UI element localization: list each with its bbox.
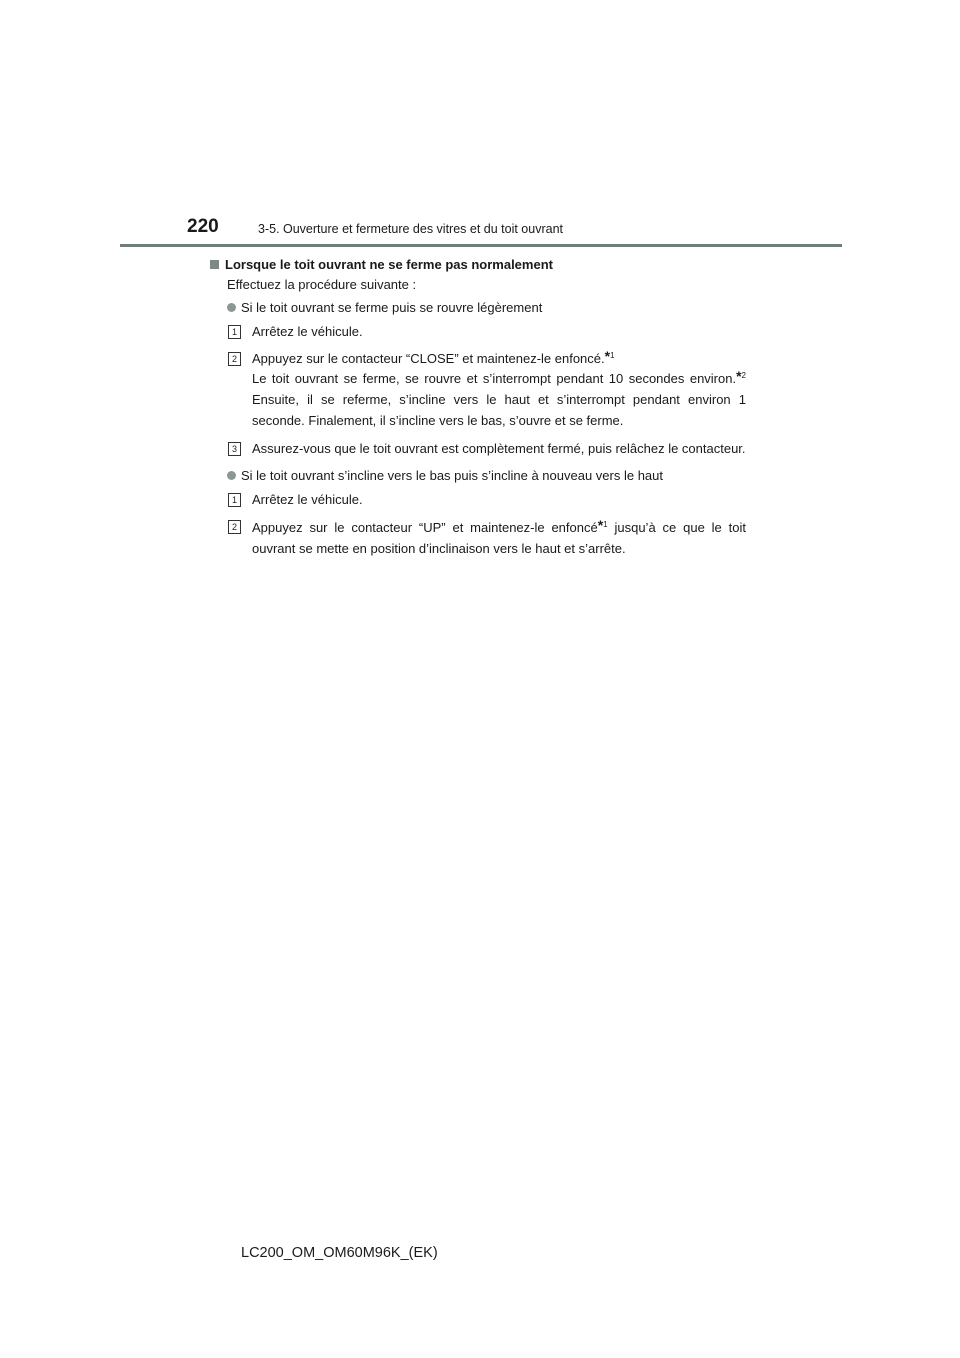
- step-text: [252, 349, 746, 368]
- footnote-ref: 1: [610, 351, 615, 360]
- step-2-detail-text-cont: Ensuite, il se referme, s’incline vers le haut et s’interrompt pendant environ 1 seconde. Finalement, il s’incline vers le bas, s’ouvre et se ferme.: [252, 392, 746, 428]
- section-title: 3-5. Ouverture et fermeture des vitres et du toit ouvrant: [258, 222, 564, 236]
- step-number-box: 1: [228, 493, 241, 507]
- step-2-detail: [252, 368, 746, 431]
- footnote-ref: 1: [603, 520, 608, 529]
- condition-2-text: Si le toit ouvrant s’incline vers le bas puis s’incline à nouveau vers le haut: [241, 468, 664, 483]
- case1-step-3: [231, 439, 746, 458]
- page-number: 220: [187, 216, 219, 237]
- step-2-instruction: Appuyez sur le contacteur “UP” et maintenez-le enfoncé: [252, 520, 598, 535]
- main-content: [210, 256, 746, 559]
- footnote-star-icon: *: [736, 368, 742, 384]
- step-number-box: 2: [228, 520, 241, 534]
- case1-step-1: [231, 322, 746, 341]
- section-heading: [210, 256, 746, 273]
- step-2-instruction: Appuyez sur le contacteur “CLOSE” et maintenez-le enfoncé.: [252, 351, 605, 366]
- case2-step-1: [231, 490, 746, 509]
- round-bullet-icon: [227, 471, 236, 480]
- header-divider: [120, 244, 842, 247]
- footnote-star-icon: *: [597, 517, 604, 533]
- step-2-instruction-cont: jusqu’à ce que le toit ouvrant se mette en position d’inclinaison vers le haut et s’arrête.: [252, 520, 746, 556]
- step-number-box: 3: [228, 442, 241, 456]
- case1-step-2: [231, 348, 746, 431]
- condition-2: [227, 466, 746, 485]
- square-bullet-icon: [210, 260, 219, 269]
- step-number-box: 2: [228, 352, 241, 366]
- step-text: Arrêtez le véhicule.: [252, 492, 363, 507]
- footnote-ref: 2: [741, 371, 746, 380]
- step-text: [252, 517, 746, 559]
- footnote-star-icon: *: [604, 348, 611, 364]
- heading-text: Lorsque le toit ouvrant ne se ferme pas normalement: [225, 257, 553, 272]
- document-code: LC200_OM_OM60M96K_(EK): [241, 1245, 438, 1261]
- step-text: Arrêtez le véhicule.: [252, 324, 363, 339]
- step-text: Assurez-vous que le toit ouvrant est complètement fermé, puis relâchez le contacteur.: [252, 441, 746, 456]
- step-number-box: 1: [228, 325, 241, 339]
- intro-text: Effectuez la procédure suivante :: [227, 277, 417, 292]
- case2-step-2: [231, 517, 746, 559]
- round-bullet-icon: [227, 303, 236, 312]
- condition-1: [227, 298, 746, 317]
- step-2-detail-text: Le toit ouvrant se ferme, se rouvre et s’interrompt pendant 10 secondes environ.: [252, 371, 737, 386]
- condition-1-text: Si le toit ouvrant se ferme puis se rouvre légèrement: [241, 300, 543, 315]
